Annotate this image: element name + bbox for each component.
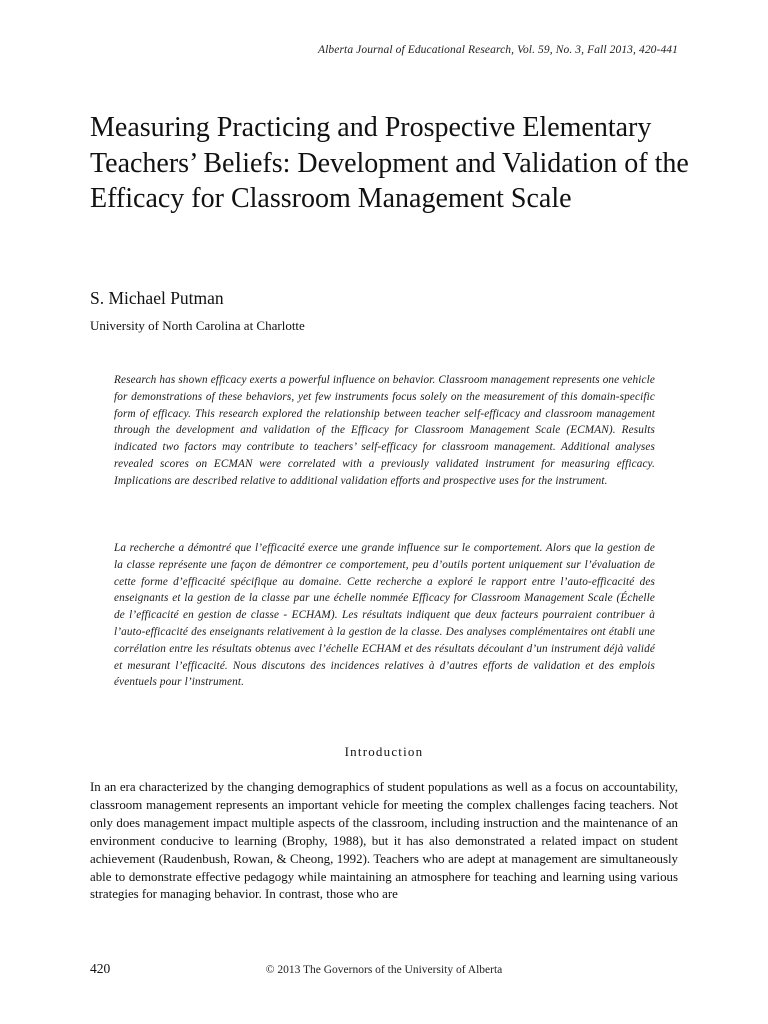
page-number: 420 (90, 961, 111, 976)
introduction-paragraph: In an era characterized by the changing demographics of student populations as well as a focus on accountability, classroom management represents an important vehicle for meeting the complex challenges facing teachers. Not only does management impact multiple aspects of the classroom, including instruction and the maintenance of an environment conducive to learning (Brophy, 1988), but it has also demonstrated a related impact on student achievement (Raudenbush, Rowan, & Cheong, 1992). Teachers who are adept at management are simultaneously able to demonstrate effective pedagogy while maintaining an atmosphere for teaching and learning using various strategies for managing behavior. In contrast, those who are (90, 780, 678, 902)
abstract-french: La recherche a démontré que l’efficacité exerce une grande influence sur le comportement. Alors que la gestion de la classe représente une façon de démontrer ce comportement, peu d’outils portent uniquement sur l’évaluation de cette forme d’efficacité spécifique au domaine. Cette recherche a exploré le rapport entre l’auto-efficacité des enseignants et la gestion de la classe par une échelle nommée Efficacy for Classroom Management Scale (Échelle de l’efficacité en gestion de classe - ECHAM). Les résultats indiquent que deux facteurs pourraient contribuer à l’auto-efficacité des enseignants relativement à la gestion de la classe. Des analyses complémentaires ont établi une corrélation entre les résultats obtenus avec l’échelle ECHAM et des résultats découlant d’un instrument déjà validé et mesurant l’efficacité. Nous discutons des incidences relatives à d’autres efforts de validation et des emplois éventuels pour l’instrument. (114, 542, 655, 689)
article-title: Measuring Practicing and Prospective Elementary Teachers’ Beliefs: Development and Validation of the Efficacy for Classroom Management Scale (90, 112, 689, 214)
journal-citation: Alberta Journal of Educational Research, Vol. 59, No. 3, Fall 2013, 420-441 (317, 44, 678, 56)
copyright-notice: © 2013 The Governors of the University of Alberta (265, 964, 503, 976)
author-affiliation: University of North Carolina at Charlotte (90, 318, 305, 333)
section-heading-introduction: Introduction (344, 744, 424, 759)
abstract-english: Research has shown efficacy exerts a powerful influence on behavior. Classroom management represents one vehicle for demonstrations of these behaviors, yet few instruments focus solely on the measurement of this domain-specific form of efficacy. This research explored the relationship between teacher self-efficacy and classroom management through the development and validation of the Efficacy for Classroom Management Scale (ECMAN). Results indicated two factors may contribute to teachers’ self-efficacy for classroom management. Additional analyses revealed scores on ECMAN were correlated with a previously validated instrument for measuring efficacy. Implications are described relative to additional validation efforts and prospective uses for the instrument. (114, 374, 655, 487)
author-name: S. Michael Putman (90, 288, 224, 308)
